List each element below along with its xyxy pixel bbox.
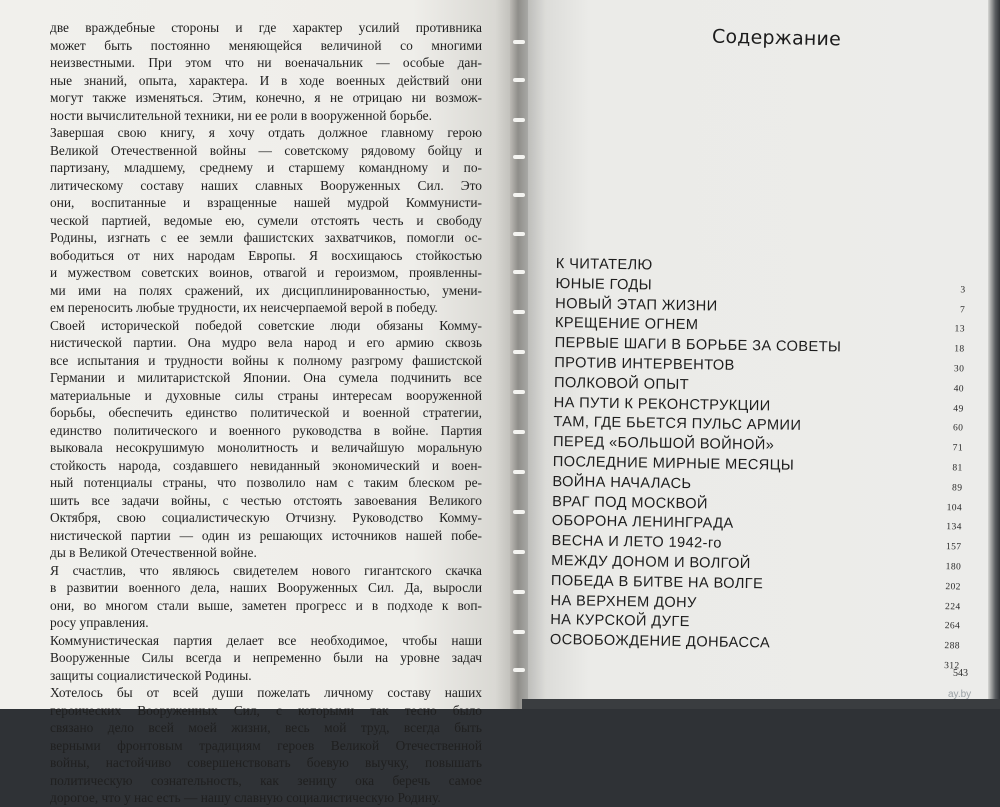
text-line: верными фронтовым традициям героев Великой Отечественной bbox=[50, 737, 482, 753]
text-line: две враждебные стороны и где характер усилий противника bbox=[50, 20, 482, 35]
text-line: ческой партией, ведомые ею, сумели отстоять честь и свободу bbox=[50, 212, 482, 228]
page-bottom-edge bbox=[522, 699, 1000, 709]
text-line: нистической партии. Она мудро вела народ и его армию сквозь bbox=[50, 335, 482, 350]
toc-entry-title: К ЧИТАТЕЛЮ bbox=[555, 256, 653, 274]
watermark: ay.by bbox=[948, 689, 972, 700]
binding-stitch bbox=[513, 630, 525, 634]
text-line: нистической партии — один из решающих источников нашей побе- bbox=[50, 527, 482, 543]
left-page-text bbox=[50, 19, 482, 807]
toc-entry-title: ОСВОБОЖДЕНИЕ ДОНБАССА bbox=[549, 632, 771, 652]
toc-entry-title: НОВЫЙ ЭТАП ЖИЗНИ bbox=[555, 295, 718, 315]
text-line: героических Вооруженных Сил, с которыми так тесно было bbox=[50, 702, 482, 718]
text-line: Завершая свою книгу, я хочу отдать должное главному герою bbox=[50, 125, 482, 140]
toc-entry-page: 224 bbox=[945, 601, 961, 612]
text-line: могут также изменяться. Этим, конечно, я не отрицаю ни возмож- bbox=[50, 90, 482, 105]
toc-entry-page: 49 bbox=[953, 403, 964, 414]
toc-entry-title: ТАМ, ГДЕ БЬЕТСЯ ПУЛЬС АРМИИ bbox=[553, 414, 802, 435]
binding-stitch bbox=[513, 155, 525, 159]
text-line: защиты социалистической Родины. bbox=[50, 667, 252, 683]
toc-entry-title: ПРОТИВ ИНТЕРВЕНТОВ bbox=[554, 354, 735, 374]
binding-stitch bbox=[513, 430, 525, 434]
toc-entry-page: 89 bbox=[952, 483, 963, 494]
text-line: ный потенциалы страны, что позволило нам с таким блеском ре- bbox=[50, 475, 482, 490]
text-line: все испытания и трудности войны к полному разгрому фашистской bbox=[50, 352, 482, 368]
toc-entry-title: МЕЖДУ ДОНОМ И ВОЛГОЙ bbox=[551, 552, 751, 573]
binding-stitch bbox=[513, 40, 525, 44]
toc-entry-title: ПЕРВЫЕ ШАГИ В БОРЬБЕ ЗА СОВЕТЫ bbox=[554, 335, 842, 356]
toc-entry-title: ЮНЫЕ ГОДЫ bbox=[555, 275, 653, 294]
binding-stitch bbox=[513, 310, 525, 314]
text-line: выковала несокрушимую монолитность и величайшую моральную bbox=[50, 440, 482, 455]
table-of-contents bbox=[549, 256, 965, 678]
text-line: они, воспитанные и взращенные нашей мудрой Коммунисти- bbox=[50, 195, 482, 210]
toc-entry-page: 18 bbox=[954, 344, 965, 355]
toc-entry-page: 134 bbox=[946, 522, 962, 533]
text-line: в развитии военного дела, наших Вооруженных Сил. Да, выросли bbox=[50, 580, 482, 595]
binding-stitch bbox=[513, 270, 525, 274]
binding-stitch bbox=[513, 590, 525, 594]
toc-entry-title: КРЕЩЕНИЕ ОГНЕМ bbox=[554, 315, 699, 334]
binding-stitch bbox=[513, 390, 525, 394]
toc-entry-page: 7 bbox=[959, 304, 966, 316]
toc-entry-title: НА ВЕРХНЕМ ДОНУ bbox=[550, 592, 697, 611]
binding-stitch bbox=[513, 510, 525, 514]
binding-stitch bbox=[513, 78, 525, 82]
binding-stitch bbox=[513, 118, 525, 122]
text-line: политическую сознательность, как зеницу ока беречь самое bbox=[50, 772, 482, 788]
toc-entry-page: 71 bbox=[952, 443, 964, 454]
text-line: Родины, изгнать с ее земли фашистских захватчиков, помогли ос- bbox=[50, 230, 482, 245]
toc-entry-title: НА ПУТИ К РЕКОНСТРУКЦИИ bbox=[553, 394, 771, 414]
text-line: и мужеством советских воинов, отвагой и героизмом, проявленны- bbox=[50, 265, 482, 280]
toc-entry-page: 13 bbox=[954, 324, 965, 335]
binding-stitch bbox=[513, 193, 525, 197]
toc-entry-title: ПЕРЕД «БОЛЬШОЙ ВОЙНОЙ» bbox=[552, 434, 775, 454]
toc-entry-title: ПОЛКОВОЙ ОПЫТ bbox=[553, 374, 690, 393]
text-line: Хотелось бы от всей души пожелать личному составу наших bbox=[50, 685, 482, 700]
toc-entry-title: ВОЙНА НАЧАЛАСЬ bbox=[552, 473, 692, 492]
text-line: Своей исторической победой советские люди обязаны Комму- bbox=[50, 317, 482, 333]
text-line: Октября, свою социалистическую Отчизну. Руководство Комму- bbox=[50, 510, 482, 525]
text-line: вободиться от них народам Европы. Я восхищаюсь стойкостью bbox=[50, 247, 482, 263]
toc-entry-title: НА КУРСКОЙ ДУГЕ bbox=[550, 612, 690, 631]
text-line: может быть постоянно меняющейся величиной со многими bbox=[50, 37, 482, 53]
text-line: партизану, младшему, среднему и старшему командному и по- bbox=[50, 160, 482, 175]
toc-entry-page: 180 bbox=[945, 562, 962, 573]
text-line: Коммунистическая партия делает все необходимое, чтобы наши bbox=[50, 632, 482, 648]
toc-trailing-page: 312 bbox=[944, 661, 960, 672]
binding-stitch bbox=[513, 470, 525, 474]
toc-entry-page: 157 bbox=[945, 542, 962, 553]
binding-stitch bbox=[513, 668, 525, 672]
toc-entry-title: ПОБЕДА В БИТВЕ НА ВОЛГЕ bbox=[550, 572, 764, 593]
text-line: ные знаний, опыта, характера. И в ходе военных действий они bbox=[50, 72, 482, 88]
binding-stitch bbox=[513, 550, 525, 554]
toc-entry-page: 40 bbox=[953, 384, 965, 395]
toc-entry-page: 30 bbox=[953, 364, 965, 375]
text-line: Я счастлив, что являюсь свидетелем нового гигантского скачка bbox=[50, 562, 482, 578]
toc-title: Содержание bbox=[711, 25, 842, 51]
toc-entry-title: ОБОРОНА ЛЕНИНГРАДА bbox=[551, 513, 734, 533]
text-line: Германии и милитаристской Японии. Она сумела подчинить все bbox=[50, 370, 482, 385]
toc-entry-page: 60 bbox=[952, 423, 964, 434]
text-line: связано дело всей моей жизни, весь мой труд, всегда быть bbox=[50, 720, 482, 735]
book-gutter bbox=[510, 0, 528, 709]
text-line: единство политического и военного руководства в войне. Партия bbox=[50, 422, 482, 438]
toc-entry-title: ВРАГ ПОД МОСКВОЙ bbox=[552, 493, 708, 512]
text-line: Великой Отечественной войны — советскому рядовому бойцу и bbox=[50, 142, 482, 158]
toc-entry-page: 288 bbox=[944, 641, 960, 652]
text-line: материальные и духовные силы страны интересам вооруженной bbox=[50, 387, 482, 403]
text-line: шить все задачи войны, с честью отстоять завоевания Великого bbox=[50, 492, 482, 508]
text-line: они, во многом стали выше, заметен прогресс и в подходе к воп- bbox=[50, 597, 482, 613]
toc-entry-page: 264 bbox=[944, 621, 961, 632]
text-line: ми ими на полях сражений, их дисциплинированностью, умени- bbox=[50, 282, 482, 298]
text-line: ности вычислительной техники, ни ее роли в вооруженной борьбе. bbox=[50, 107, 432, 123]
binding-stitch bbox=[513, 232, 525, 236]
text-line: литическому составу наших славных Вооруженных Сил. Это bbox=[50, 177, 482, 193]
toc-entry-page: 104 bbox=[946, 502, 963, 513]
toc-entry-title: ВЕСНА И ЛЕТО 1942-го bbox=[551, 533, 722, 552]
toc-entry-page: 3 bbox=[960, 285, 966, 296]
page-edge bbox=[988, 0, 1000, 709]
text-line: дорогое, что у нас есть — нашу славную социалистическую Родину. bbox=[50, 790, 441, 805]
toc-entry-title: ПОСЛЕДНИЕ МИРНЫЕ МЕСЯЦЫ bbox=[552, 453, 795, 474]
text-line: стойкость народа, создавшего невиданный экономический и воен- bbox=[50, 457, 482, 473]
text-line: Вооруженные Силы всегда и непременно были на уровне задач bbox=[50, 650, 482, 665]
text-line: борьбы, обеспечить единство политической и военной стратегии, bbox=[50, 405, 482, 420]
toc-entry-page: 202 bbox=[945, 581, 961, 593]
text-line: росу управления. bbox=[50, 615, 149, 630]
toc-entry-page: 81 bbox=[952, 463, 963, 474]
text-line: ды в Великой Отечественной войне. bbox=[50, 545, 257, 560]
text-line: войны, настойчиво совершенствовать боевую выучку, повышать bbox=[50, 755, 482, 770]
page-number: 543 bbox=[953, 668, 968, 679]
text-line: неизвестными. При этом что ни военачальник — особые дан- bbox=[50, 55, 482, 70]
text-line: ем переносить любые трудности, их неисчерпаемой верой в победу. bbox=[50, 300, 438, 315]
binding-stitch bbox=[513, 350, 525, 354]
